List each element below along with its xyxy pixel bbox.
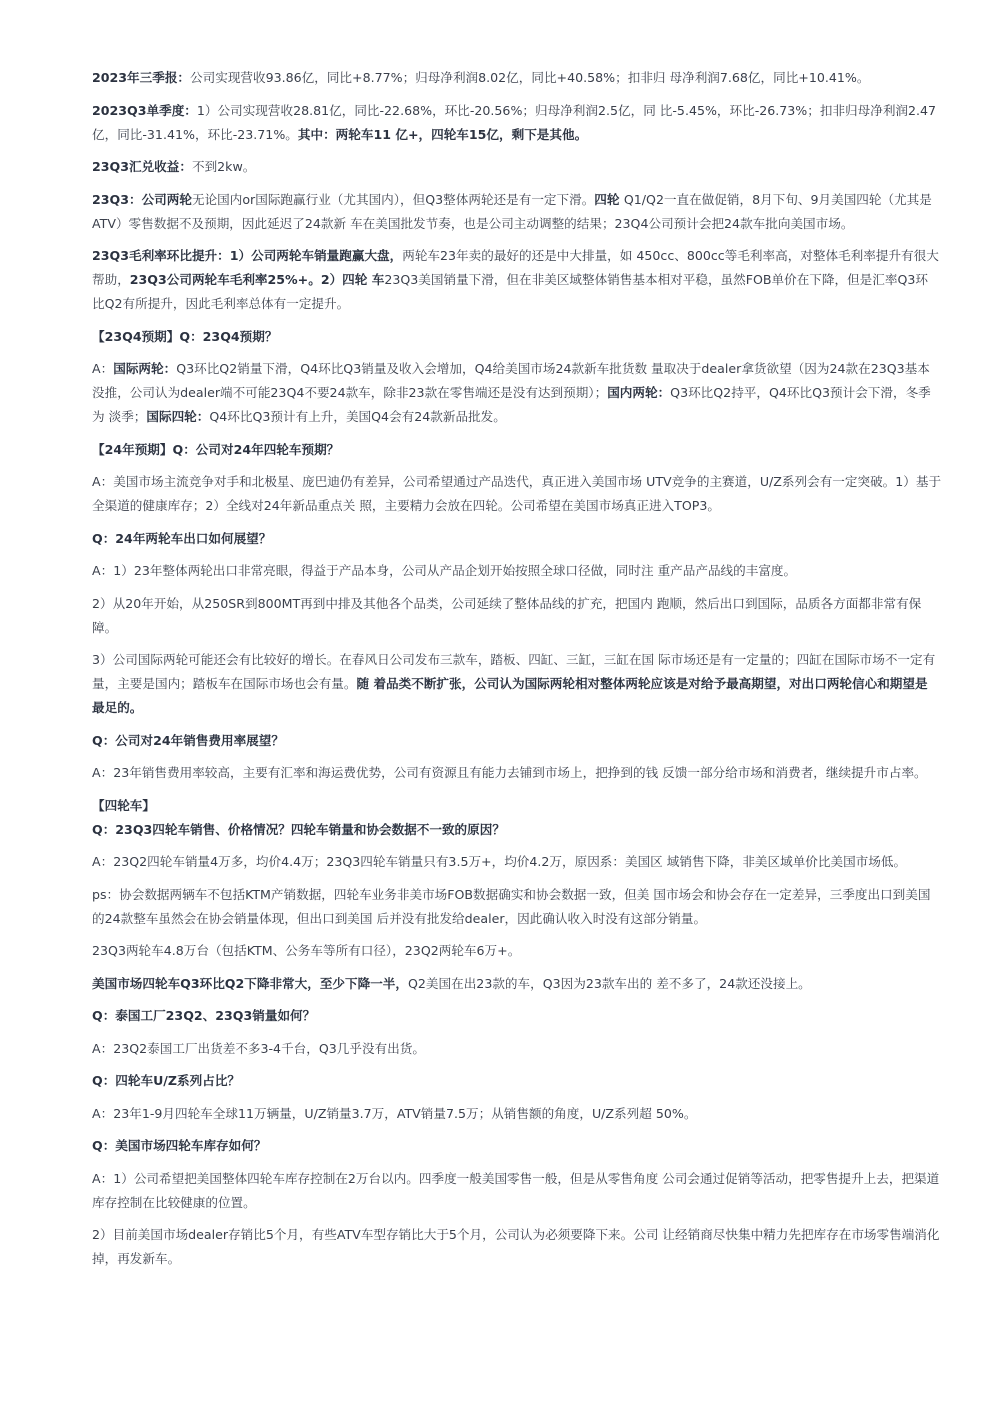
text-run: A：1）公司希望把美国整体四轮车库存控制在2万台以内。四季度一般美国零售一般，但是从零售角度 公司会通过促销等活动，把零售提升上去，把渠道库存控制在比较健康的位置。 [92,1170,940,1210]
paragraph-5 [92,244,942,316]
paragraph-21 [92,972,942,996]
text-run: ps：协会数据两辆车不包括KTM产销数据，四轮车业务非美市场FOB数据确实和协会数据一致，但美 国市场会和协会存在一定差异，三季度出口到美国的24款整车虽然会在协会销量体现，但出口到美国 后并没有批发给dealer，因此确认收入时没有这部分销量。 [92,886,931,926]
text-run: 3）公司国际两轮可能还会有比较好的增长。在春风日公司发布三款车，踏板、四缸、三缸，三缸在国 际市场还是有一定量的；四缸在国际市场不一定有量，主要是国内；踏板车在国际市场也会有量。 [92,652,936,691]
bold-text-run: 国际四轮： [146,409,210,424]
text-run: Q3环比Q2销量下滑，Q4环比Q3销量及收入会增加，Q4给美国市场24款新车批货数 量取决于dealer拿货欲望（因为24款在23Q3基本没推，公司认为dealer端不可能23Q4不要24款车，除非23款在零售端还是没有达到预期）； [92,361,930,400]
text-run: 两轮车23年卖的最好的还是中大排量，如 450cc、800cc等毛利率高，对整体毛利率提升有很大帮助， [92,248,939,287]
paragraph-1 [92,66,942,90]
paragraph-9 [92,470,942,518]
text-run: A： [92,361,114,376]
paragraph-14 [92,729,942,753]
paragraph-17 [92,818,942,842]
text-run: Q3环比Q2持平，Q4环比Q3预计会下滑，冬季为 淡季； [92,385,931,424]
paragraph-4 [92,188,942,236]
paragraph-19 [92,883,942,931]
text-run: 23Q3两轮车4.8万台（包括KTM、公务车等所有口径），23Q2两轮车6万+。 [92,943,521,958]
bold-text-run: 2023年三季报： [92,70,191,85]
paragraph-16 [92,794,942,818]
text-run: A：23Q2四轮车销量4万多，均价4.4万；23Q3四轮车销量只有3.5万+，均价4.2万，原因系：美国区 域销售下降，非美区域单价比美国市场低。 [92,854,907,869]
text-run: 1）公司实现营收28.81亿，同比-22.68%，环比-20.56%；归母净利润2.5亿，同 比-5.45%，环比-26.73%；扣非归母净利润2.47亿，同比-31.41%，环比-23.71%。 [92,102,937,142]
text-run: 不到2kw。 [191,159,256,174]
text-run: Q1/Q2一直在做促销，8月下旬、9月美国四轮（尤其是ATV）零售数据不及预期，因此延迟了24款新 车在美国批发节奏，也是公司主动调整的结果；23Q4公司预计会把24款车批向美国市场。 [92,191,932,231]
bold-text-run: 其中：两轮车11 亿+，四轮车15亿，剩下是其他。 [297,126,588,142]
bold-text-run: Q：四轮车U/Z系列占比？ [92,1073,241,1088]
text-run: A：1）23年整体两轮出口非常亮眼，得益于产品本身，公司从产品企划开始按照全球口径做，同时注 重产品产品线的丰富度。 [92,563,797,578]
bold-text-run: 【23Q4预期】Q：23Q4预期？ [92,328,278,344]
text-run: 无论国内or国际跑赢行业（尤其国内），但Q3整体两轮还是有一定下滑。 [191,191,595,207]
bold-text-run: Q：23Q3四轮车销售、价格情况？四轮车销量和协会数据不一致的原因？ [92,821,505,837]
text-run: 公司实现营收93.86亿，同比+8.77%；归母净利润8.02亿，同比+40.58%；扣非归 母净利润7.68亿，同比+10.41%。 [190,70,870,85]
text-run: 2）目前美国市场dealer存销比5个月，有些ATV车型存销比大于5个月，公司认为必须要降下来。公司 让经销商尽快集中精力先把库存在市场零售端消化掉，再发新车。 [92,1227,940,1266]
bold-text-run: 23Q3毛利率环比提升：1）公司两轮车销量跑赢大盘， [92,248,403,263]
bold-text-run: Q：美国市场四轮车库存如何？ [92,1138,267,1153]
bold-text-run: 【四轮车】 [92,797,155,813]
paragraph-11 [92,559,942,583]
paragraph-13 [92,648,942,720]
paragraph-25 [92,1102,942,1126]
paragraph-3 [92,155,942,179]
paragraph-10 [92,527,942,551]
bold-text-run: 四轮 [594,191,624,207]
text-run: A：23Q2泰国工厂出货差不多3-4千台，Q3几乎没有出货。 [92,1040,425,1056]
paragraph-22 [92,1004,942,1028]
paragraph-2 [92,99,942,147]
text-run: Q4环比Q3预计有上升，美国Q4会有24款新品批发。 [209,409,506,424]
bold-text-run: 2023Q3单季度： [92,102,197,118]
text-run: 2）从20年开始，从250SR到800MT再到中排及其他各个品类，公司延续了整体品线的扩充，把国内 跑顺，然后出口到国际，品质各方面都非常有保障。 [92,595,922,635]
text-run: A：23年1-9月四轮车全球11万辆量，U/Z销量3.7万，ATV销量7.5万；从销售额的角度，U/Z系列超 50%。 [92,1105,697,1121]
paragraph-27 [92,1167,942,1215]
paragraph-12 [92,592,942,640]
paragraph-15 [92,761,942,785]
paragraph-8 [92,438,942,462]
bold-text-run: Q：泰国工厂23Q2、23Q3销量如何？ [92,1008,316,1023]
bold-text-run: 【24年预期】Q：公司对24年四轮车预期？ [92,441,340,457]
paragraph-28 [92,1223,942,1271]
bold-text-run: Q：24年两轮车出口如何展望？ [92,530,272,546]
bold-text-run: 随 着品类不断扩张，公司认为国际两轮相对整体两轮应该是对给予最高期望，对出口两轮信心和期望是 最足的。 [92,676,928,715]
paragraph-23 [92,1037,942,1061]
paragraph-7 [92,357,942,429]
paragraph-26 [92,1134,942,1158]
bold-text-run: 23Q3公司两轮车毛利率25%+。2）四轮 车 [129,272,385,287]
bold-text-run: 国际两轮： [113,361,177,376]
paragraph-18 [92,850,942,874]
bold-text-run: Q：公司对24年销售费用率展望？ [92,732,284,748]
bold-text-run: 国内两轮： [607,385,671,400]
paragraph-24 [92,1069,942,1093]
bold-text-run: 23Q3：公司两轮 [92,191,192,207]
paragraph-20 [92,939,942,963]
paragraph-6 [92,325,942,349]
bold-text-run: 美国市场四轮车Q3环比Q2下降非常大，至少下降一半， [92,975,408,991]
text-run: 23Q3美国销量下滑，但在非美区域整体销售基本相对平稳，虽然FOB单价在下降，但是汇率Q3环 比Q2有所提升，因此毛利率总体有一定提升。 [92,272,928,311]
text-run: A：23年销售费用率较高，主要有汇率和海运费优势，公司有资源且有能力去铺到市场上，把挣到的钱 反馈一部分给市场和消费者，继续提升市占率。 [92,765,927,780]
text-run: Q2美国在出23款的车，Q3因为23款车出的 差不多了，24款还没接上。 [408,975,811,991]
bold-text-run: 23Q3汇兑收益： [92,159,192,174]
text-run: A：美国市场主流竞争对手和北极星、庞巴迪仍有差异，公司希望通过产品迭代，真正进入美国市场 UTV竞争的主赛道，U/Z系列会有一定突破。1）基于全渠道的健康库存；2）全线对24年新品重点关 照，主要精力会放在四轮。公司希望在美国市场真正进入TOP3。 [92,474,942,513]
